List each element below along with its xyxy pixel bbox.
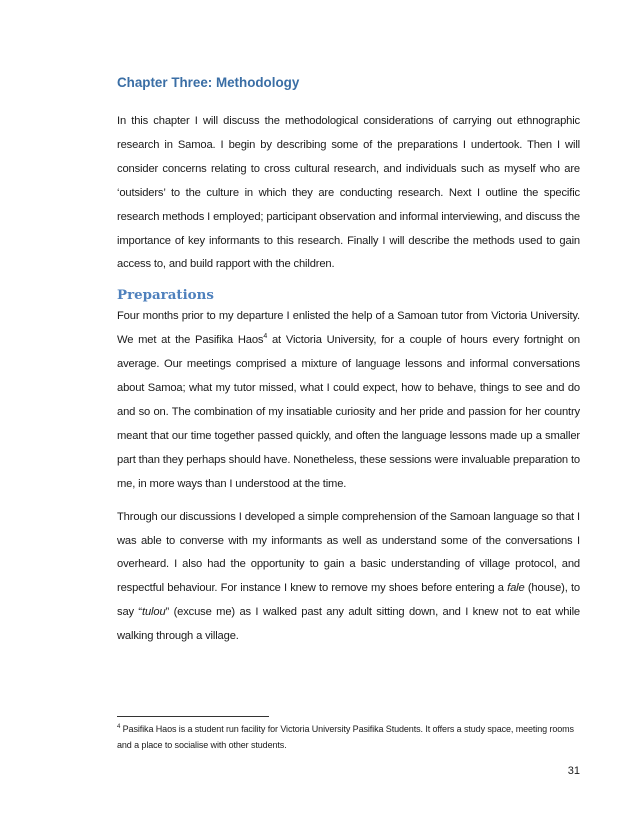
term-tulou: tulou — [142, 606, 166, 619]
para2-text-middle: (house), to say “ — [117, 582, 580, 619]
footnote — [117, 722, 580, 753]
preparations-paragraph-1 — [117, 305, 580, 496]
footnote-reference[interactable]: 4 — [263, 333, 268, 341]
chapter-title: Chapter Three: Methodology — [117, 75, 300, 90]
section-heading-preparations: Preparations — [117, 287, 214, 304]
page-number: 31 — [567, 765, 580, 777]
footnote-number: 4 — [117, 724, 121, 730]
para2-text-end: ” (excuse me) as I walked past any adult sitting down, and I knew not to eat while walking through a village. — [117, 606, 581, 643]
term-fale: fale — [507, 582, 525, 595]
para1-text-start: Four months prior to my departure I enlisted the help of a Samoan tutor from Victoria University. We met at the Pasifika Haos — [117, 310, 580, 347]
para1-text-end: at Victoria University, for a couple of hours every fortnight on average. Our meetings comprised a mixture of language lessons and informal conversations about Samoa; what my tutor missed, what I could expect, how to behave, things to see and do and so on. The combination of my insatiable curiosity and her pride and passion for her country meant that our time together passed quickly, and often the language lessons made up a smaller part than they perhaps should have. Nonetheless, these sessions were invaluable preparation to me, in more ways than I understood at the time. — [117, 334, 580, 490]
preparations-paragraph-2 — [117, 506, 580, 649]
footnote-separator — [117, 716, 269, 717]
page-body — [117, 68, 580, 649]
intro-paragraph: In this chapter I will discuss the methodological considerations of carrying out ethnographic research in Samoa. I begin by describing some of the preparations I undertook. Then I will consider concerns relating to cross cultural research, and individuals such as myself who are ‘outsiders’ to the culture in which they are conducting research. Next I outline the specific research methods I employed; participant observation and informal interviewing, and discuss the importance of key informants to this research. Finally I will describe the methods used to gain access to, and build rapport with the children. — [117, 115, 580, 271]
footnote-text: Pasifika Haos is a student run facility for Victoria University Pasifika Students. It offers a study space, meeting rooms and a place to socialise with other students. — [117, 724, 574, 750]
para2-text-start: Through our discussions I developed a simple comprehension of the Samoan language so that I was able to converse with my informants as well as understand some of the conversations I overheard. I also had the opportunity to gain a basic understanding of village protocol, and respectful behaviour. For instance I knew to remove my shoes before entering a — [117, 510, 580, 595]
